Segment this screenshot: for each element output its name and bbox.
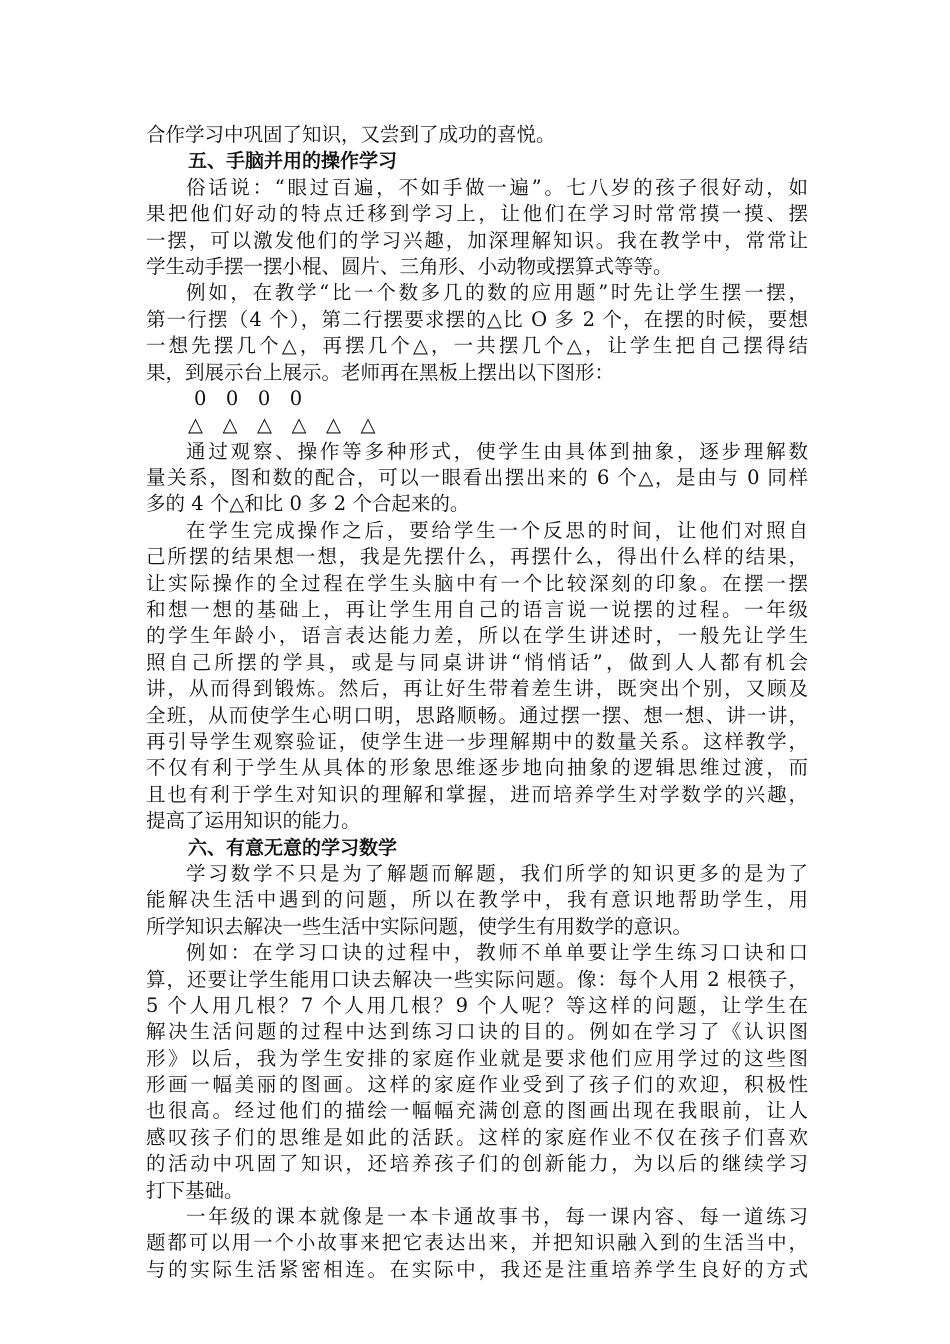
paragraph-first-line: 例如：在学习口诀的过程中，教师不单单要让学生练习口诀和口 <box>186 941 808 965</box>
paragraph-line: 照自己所摆的学具，或是与同桌讲讲“悄悄话”，做到人人都有机会 <box>146 650 808 674</box>
paragraph-last-line: 打下基础。 <box>146 1178 244 1202</box>
document-page <box>146 122 808 1283</box>
paragraph-line: 己所摆的结果想一想，我是先摆什么，再摆什么，得出什么样的结果， <box>146 545 808 569</box>
paragraph-last-line: 果，到展示台上展示。老师再在黑板上摆出以下图形： <box>146 360 615 384</box>
paragraph-line: 一想先摆几个△，再摆几个△，一共摆几个△，让学生把自己摆得结 <box>146 334 808 358</box>
paragraph-first-line: 在学生完成操作之后，要给学生一个反思的时间，让他们对照自 <box>186 518 808 542</box>
paragraph-line: 5 个人用几根？7 个人用几根？9 个人呢？等这样的问题，让学生在 <box>146 993 808 1017</box>
paragraph-line: 一摆，可以激发他们的学习兴趣，加深理解知识。我在教学中，常常让 <box>146 228 808 252</box>
paragraph-line: 形》以后，我为学生安排的家庭作业就是要求他们应用学过的这些图 <box>146 1046 808 1070</box>
paragraph-line: 与的实际生活紧密相连。在实际中，我还是注重培养学生良好的方式 <box>146 1257 808 1281</box>
paragraph-line: 和想一想的基础上，再让学生用自己的语言说一说摆的过程。一年级 <box>146 598 808 622</box>
paragraph-line: 形画一幅美丽的图画。这样的家庭作业受到了孩子们的欢迎，积极性 <box>146 1073 808 1097</box>
paragraph-line: 感叹孩子们的思维是如此的活跃。这样的家庭作业不仅在孩子们喜欢 <box>146 1125 808 1149</box>
section-heading: 五、手脑并用的操作学习 <box>188 150 398 173</box>
paragraph-line: 且也有利于学生对知识的理解和掌握，进而培养学生对学数学的兴趣， <box>146 782 808 806</box>
paragraph-last-line: 学生动手摆一摆小棍、圆片、三角形、小动物或摆算式等等。 <box>146 254 673 278</box>
paragraph-line: 再引导学生观察验证，使学生进一步理解期中的数量关系。这样教学， <box>146 729 808 753</box>
paragraph-line: 的学生年龄小，语言表达能力差，所以在学生讲述时，一般先让学生 <box>146 624 808 648</box>
paragraph-last-line: 提高了运用知识的能力。 <box>146 809 361 833</box>
paragraph-line: 第一行摆（4 个），第二行摆要求摆的△比 O 多 2 个，在摆的时候，要想 <box>146 307 808 331</box>
figure-circles-row: 0 0 0 0 <box>194 386 303 410</box>
paragraph-line: 解决生活问题的过程中达到练习口诀的目的。例如在学习了《认识图 <box>146 1020 808 1044</box>
paragraph-line: 果把他们好动的特点迁移到学习上，让他们在学习时常常摸一摸、摆 <box>146 202 808 226</box>
paragraph-last-line: 多的 4 个△和比 0 多 2 个合起来的。 <box>146 492 470 516</box>
paragraph-first-line: 例如，在教学“比一个数多几的数的应用题”时先让学生摆一摆， <box>186 281 808 305</box>
paragraph-line: 全班，从而使学生心明口明，思路顺畅。通过摆一摆、想一想、讲一讲， <box>146 703 808 727</box>
section-heading: 六、有意无意的学习数学 <box>188 836 398 859</box>
paragraph-line: 让实际操作的全过程在学生头脑中有一个比较深刻的印象。在摆一摆 <box>146 571 808 595</box>
paragraph-line: 能解决生活中遇到的问题，所以在教学中，我有意识地帮助学生，用 <box>146 888 808 912</box>
paragraph-line: 不仅有利于学生从具体的形象思维逐步地向抽象的逻辑思维过渡，而 <box>146 756 808 780</box>
paragraph-line: 量关系，图和数的配合，可以一眼看出摆出来的 6 个△，是由与 0 同样 <box>146 466 808 490</box>
paragraph-first-line: 俗话说：“眼过百遍，不如手做一遍”。七八岁的孩子很好动，如 <box>186 175 808 199</box>
paragraph-first-line: 学习数学不只是为了解题而解题，我们所学的知识更多的是为了 <box>186 861 808 885</box>
paragraph-line: 讲，从而得到锻炼。然后，再让好生带着差生讲，既突出个别，又顾及 <box>146 677 808 701</box>
paragraph-last-line: 所学知识去解决一些生活中实际问题，使学生有用数学的意识。 <box>146 914 693 938</box>
paragraph-first-line: 通过观察、操作等多种形式，使学生由具体到抽象，逐步理解数 <box>186 439 808 463</box>
paragraph-line: 的活动中巩固了知识，还培养孩子们的创新能力，为以后的继续学习 <box>146 1152 808 1176</box>
paragraph-line: 题都可以用一个小故事来把它表达出来，并把知识融入到的生活当中， <box>146 1231 808 1255</box>
paragraph-line: 也很高。经过他们的描绘一幅幅充满创意的图画出现在我眼前，让人 <box>146 1099 808 1123</box>
paragraph-line: 算，还要让学生能用口诀去解决一些实际问题。像：每个人用 2 根筷子， <box>146 967 808 991</box>
figure-triangles-row: △ △ △ △ △ △ <box>188 413 376 437</box>
paragraph-last-line: 合作学习中巩固了知识，又尝到了成功的喜悦。 <box>146 123 556 146</box>
paragraph-first-line: 一年级的课本就像是一本卡通故事书，每一课内容、每一道练习 <box>186 1205 808 1229</box>
